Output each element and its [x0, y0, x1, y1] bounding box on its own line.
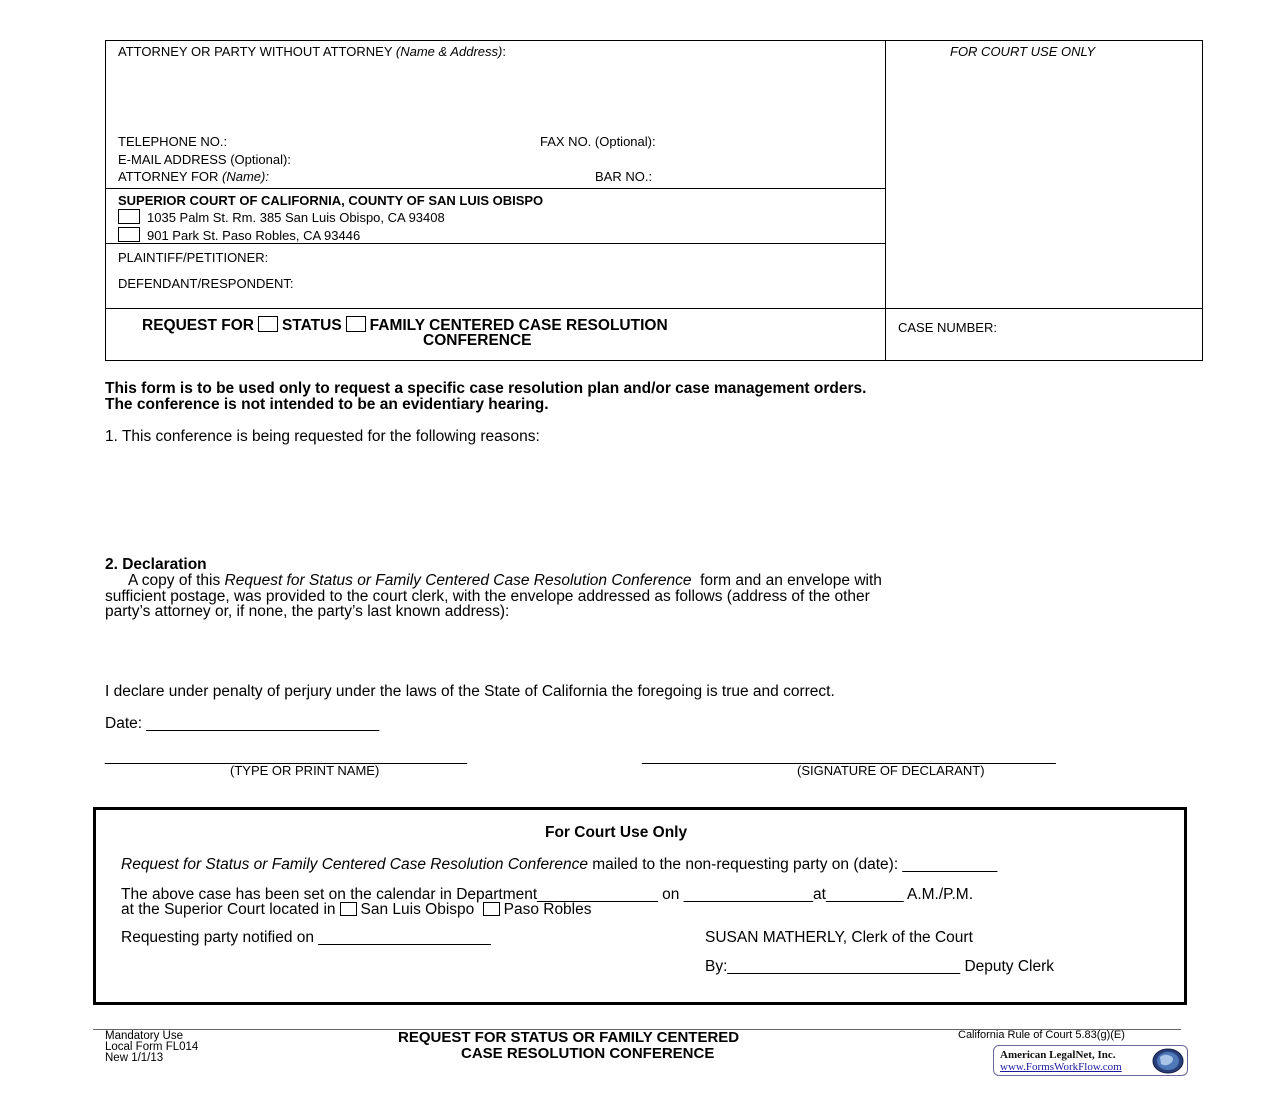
plaintiff-label: PLAINTIFF/PETITIONER: [118, 250, 269, 265]
footer-title-line-1: REQUEST FOR STATUS OR FAMILY CENTERED [398, 1029, 740, 1046]
globe-icon [1151, 1047, 1185, 1075]
caption-border-left [105, 40, 106, 361]
logo-url[interactable]: www.FormsWorkFlow.com [1000, 1061, 1122, 1073]
attorney-label: ATTORNEY OR PARTY WITHOUT ATTORNEY (Name & Address): [118, 44, 506, 59]
signature-line[interactable]: ________________________________________________ [642, 748, 1056, 765]
clerk-name: SUSAN MATHERLY, Clerk of the Court [705, 929, 973, 946]
footer-new-date: New 1/1/13 [105, 1052, 164, 1064]
american-legalnet-logo[interactable] [993, 1045, 1188, 1076]
perjury-statement: I declare under penalty of perjury under the laws of the State of California the foregoing is true and correct. [105, 683, 835, 700]
court-name: SUPERIOR COURT OF CALIFORNIA, COUNTY OF SAN LUIS OBISPO [118, 193, 544, 208]
email-label: E-MAIL ADDRESS (Optional): [118, 152, 291, 167]
caption-border-bottom [105, 360, 1203, 361]
address-option-1[interactable]: 1035 Palm St. Rm. 385 San Luis Obispo, CA 93408 [118, 209, 445, 225]
notified-line: Requesting party notified on ____________________ [121, 929, 491, 946]
divider-parties-section [105, 243, 886, 244]
caption-border-right [1202, 40, 1203, 361]
caption-border-top [105, 40, 1203, 41]
footer-title-line-2: CASE RESOLUTION CONFERENCE [461, 1045, 715, 1062]
checkbox-san-luis-obispo[interactable] [340, 902, 357, 916]
declaration-line-1: A copy of this Request for Status or Family Centered Case Resolution Conference form and an envelope with [128, 572, 882, 589]
telephone-label: TELEPHONE NO.: [118, 134, 228, 149]
form-title-line2: CONFERENCE [423, 332, 532, 349]
divider-court-section [105, 188, 886, 189]
fax-label: FAX NO. (Optional): [540, 134, 656, 149]
address-option-2[interactable]: 901 Park St. Paso Robles, CA 93446 [118, 227, 360, 243]
checkbox-family-centered[interactable] [346, 316, 366, 332]
checkbox-address-2[interactable] [118, 227, 140, 242]
date-field[interactable]: Date: ___________________________ [105, 715, 380, 732]
footer-rule-of-court: California Rule of Court 5.83(g)(E) [958, 1029, 1125, 1041]
checkbox-paso-robles[interactable] [483, 902, 500, 916]
bar-no-label: BAR NO.: [595, 169, 653, 184]
signature-caption: (SIGNATURE OF DECLARANT) [797, 763, 985, 778]
form-title: REQUEST FOR STATUS FAMILY CENTERED CASE RESOLUTION [142, 317, 668, 334]
divider-title-section [105, 308, 1203, 309]
footer-mandatory: Mandatory Use [105, 1030, 183, 1042]
mailed-line: Request for Status or Family Centered Case Resolution Conference mailed to the non-requesting party on (date): ___________ [121, 856, 998, 873]
attorney-for-label: ATTORNEY FOR (Name): [118, 169, 269, 184]
case-number-label: CASE NUMBER: [898, 320, 997, 335]
logo-name: American LegalNet, Inc. [1000, 1049, 1116, 1061]
item-1-reasons: 1. This conference is being requested for the following reasons: [105, 428, 540, 445]
item-2-heading: 2. Declaration [105, 556, 207, 573]
caption-divider-vertical [885, 40, 886, 361]
footer-local-form: Local Form FL014 [105, 1041, 199, 1053]
court-box-title: For Court Use Only [545, 824, 688, 841]
declaration-line-3: party’s attorney or, if none, the party’s last known address): [105, 603, 510, 620]
defendant-label: DEFENDANT/RESPONDENT: [118, 276, 294, 291]
calendar-line: The above case has been set on the calendar in Department______________ on _______________at_________ A.M./P.M. [121, 886, 974, 903]
print-name-line[interactable]: __________________________________________ [105, 748, 468, 765]
deputy-clerk-line: By:___________________________ Deputy Clerk [705, 958, 1055, 975]
print-name-caption: (TYPE OR PRINT NAME) [230, 763, 380, 778]
court-use-only-label: FOR COURT USE ONLY [950, 44, 1096, 59]
checkbox-status[interactable] [258, 316, 278, 332]
location-line: at the Superior Court located in San Luis Obispo Paso Robles [121, 901, 592, 918]
notice-line-1: This form is to be used only to request a specific case resolution plan and/or case management orders. [105, 380, 867, 397]
notice-line-2: The conference is not intended to be an evidentiary hearing. [105, 396, 549, 413]
declaration-line-2: sufficient postage, was provided to the court clerk, with the envelope addressed as follows (address of the other [105, 588, 870, 605]
checkbox-address-1[interactable] [118, 209, 140, 224]
